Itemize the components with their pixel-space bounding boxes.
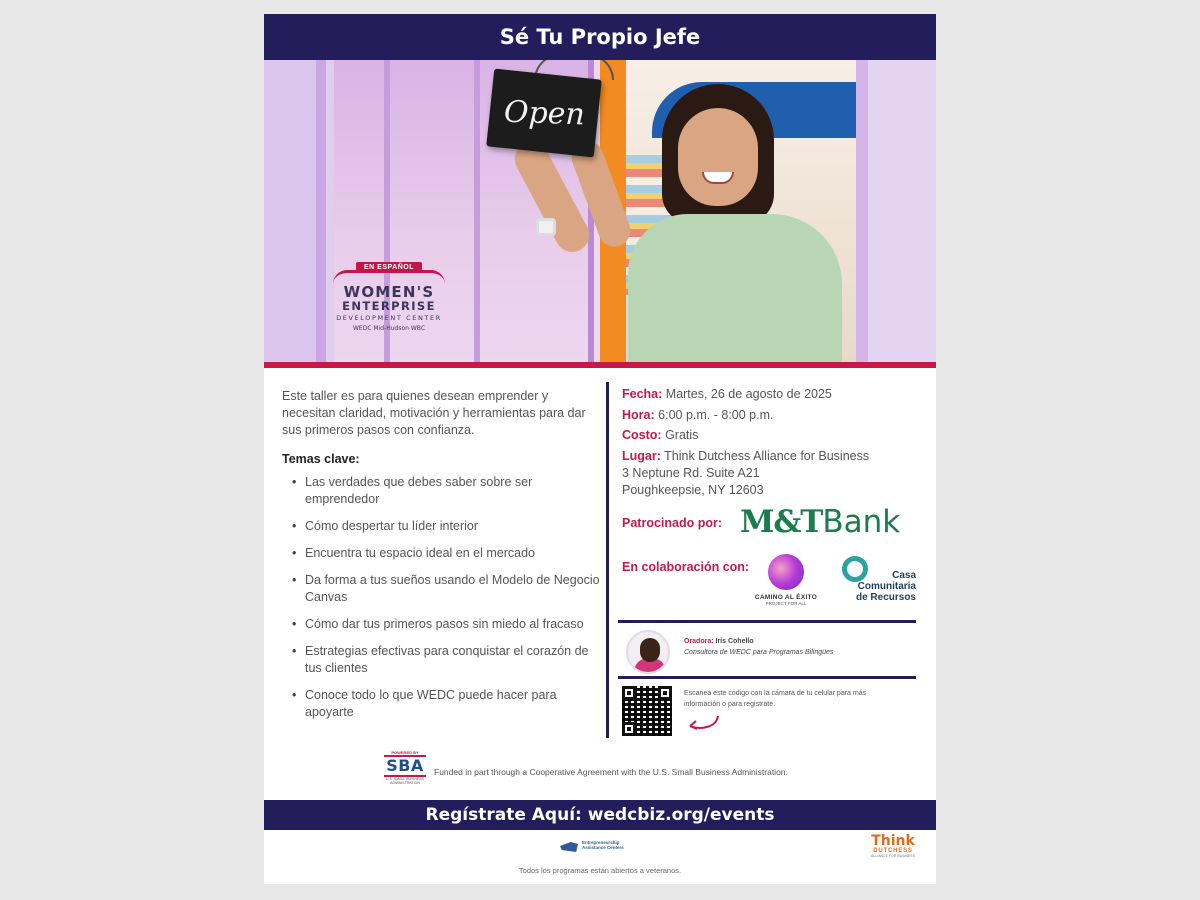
- location-address-2: Poughkeepsie, NY 12603: [622, 482, 764, 497]
- qr-section: [622, 686, 922, 742]
- watch-icon: [536, 218, 556, 236]
- logo-line2: ENTERPRISE: [342, 299, 436, 313]
- think-word: Think: [871, 833, 915, 849]
- list-item: • Estrategias efectivas para conquistar el corazón de tus clientes: [282, 643, 600, 677]
- date-value: Martes, 26 de agosto de 2025: [665, 387, 832, 401]
- logo-line3: DEVELOPMENT CENTER: [336, 314, 442, 322]
- location-row: [622, 448, 922, 465]
- cost-row: [622, 427, 922, 444]
- location-label: Lugar:: [622, 448, 661, 463]
- hero-photo: [264, 60, 936, 362]
- footer-note: Todos los programas están abiertos a veteranos.: [518, 866, 682, 875]
- event-details: [622, 386, 922, 502]
- camino-name: CAMINO AL ÉXITO: [754, 594, 818, 601]
- time-label: Hora:: [622, 407, 655, 422]
- dutchess-word: DUTCHESS: [873, 848, 913, 854]
- funding-text: Funded in part through a Cooperative Agreement with the U.S. Small Business Administration.: [434, 767, 788, 777]
- window-frame-right: [856, 60, 936, 362]
- mt-logo-mark: M&T: [740, 504, 823, 540]
- date-label: Fecha:: [622, 387, 663, 401]
- list-item: • Cómo dar tus primeros pasos sin miedo al fracaso: [282, 616, 600, 633]
- divider: [618, 676, 916, 679]
- date-row: [622, 386, 922, 403]
- logo-line1: WOMEN'S: [343, 283, 435, 301]
- eac-logo-text: [582, 840, 624, 850]
- sba-subtitle: U.S. SMALL BUSINESS ADMINISTRATION: [386, 777, 424, 785]
- list-item: • Las verdades que debes saber sobre ser emprendedor: [282, 474, 600, 508]
- topics-heading: Temas clave:: [282, 452, 360, 466]
- cost-value: Gratis: [665, 428, 699, 442]
- location-name: Think Dutchess Alliance for Business: [664, 448, 870, 463]
- door-frame: [474, 60, 480, 362]
- flyer: [264, 14, 936, 884]
- sba-word: SBA: [384, 755, 426, 777]
- think-dutchess-logo: [868, 834, 918, 858]
- collab-label: En colaboración con:: [622, 560, 750, 574]
- list-item: • Conoce todo lo que WEDC puede hacer para apoyarte: [282, 687, 600, 721]
- alliance-word: ALLIANCE FOR BUSINESS: [871, 854, 915, 858]
- wedc-logo: [324, 256, 454, 335]
- divider: [264, 362, 936, 368]
- ny-state-icon: [560, 842, 578, 852]
- list-item: • Cómo despertar tu líder interior: [282, 518, 600, 535]
- qr-corner: [622, 686, 636, 700]
- speaker-label: Oradora:: [684, 638, 714, 645]
- mt-bank-logo: [740, 504, 900, 540]
- sponsor-row: [622, 504, 922, 544]
- avatar: [626, 630, 670, 674]
- face: [678, 108, 758, 206]
- avatar-head: [640, 638, 660, 662]
- collaboration-row: [622, 554, 922, 620]
- eac-line1: Entrepreneurship: [582, 840, 620, 845]
- woman-figure: [594, 84, 854, 362]
- window-frame-left: [264, 60, 326, 362]
- funding-row: [384, 750, 884, 796]
- qr-corner: [658, 686, 672, 700]
- casa-name: Casa Comunitaria de Recursos: [855, 570, 916, 603]
- logo-ribbon: EN ESPAÑOL: [356, 262, 422, 273]
- speaker-row: [622, 628, 922, 676]
- description-column: [282, 388, 600, 731]
- logo-line4: WEDC Mid-Hudson WBC: [352, 325, 426, 332]
- qr-instructions: Escanea este código con la cámara de tu celular para más información o para registrate.: [684, 690, 867, 708]
- sponsor-label: Patrocinado por:: [622, 516, 723, 530]
- qr-corner: [622, 722, 636, 736]
- sba-logo: [384, 750, 426, 796]
- divider: [618, 620, 916, 623]
- casa-logo: [836, 554, 916, 614]
- camino-logo: [746, 554, 826, 606]
- camino-sub: PROJECT FOR ALL: [765, 601, 807, 606]
- qr-code[interactable]: [622, 686, 672, 736]
- column-divider: [606, 382, 609, 738]
- eac-logo: [560, 838, 640, 858]
- register-link[interactable]: Regístrate Aquí: wedcbiz.org/events: [264, 800, 936, 830]
- list-item: • Da forma a tus sueños usando el Modelo de Negocio Canvas: [282, 572, 600, 606]
- time-row: [622, 407, 922, 424]
- speaker-name: Iris Cohello: [715, 638, 754, 645]
- mt-logo-bank: Bank: [822, 504, 901, 540]
- speaker-info: [684, 636, 833, 658]
- eac-line2: Assistance Centers: [582, 845, 624, 850]
- list-item: • Encuentra tu espacio ideal en el mercado: [282, 545, 600, 562]
- open-sign-text: Open: [502, 94, 586, 132]
- time-value: 6:00 p.m. - 8:00 p.m.: [658, 407, 774, 422]
- curved-arrow-icon: [686, 714, 720, 732]
- intro-text: Este taller es para quienes desean emprender y necesitan claridad, motivación y herramientas para dar sus primeros pasos con confianza.: [282, 389, 586, 437]
- open-sign: [486, 69, 602, 158]
- shirt: [628, 214, 842, 362]
- speaker-role: Consultora de WEDC para Programas Bilingües: [684, 649, 834, 656]
- topics-list: [282, 474, 600, 721]
- location-address-1: 3 Neptune Rd. Suite A21: [622, 465, 760, 480]
- cost-label: Costo:: [622, 428, 662, 442]
- page-title: Sé Tu Propio Jefe: [264, 14, 936, 60]
- sba-powered: POWERED BY: [391, 750, 419, 755]
- camino-icon: [768, 554, 804, 590]
